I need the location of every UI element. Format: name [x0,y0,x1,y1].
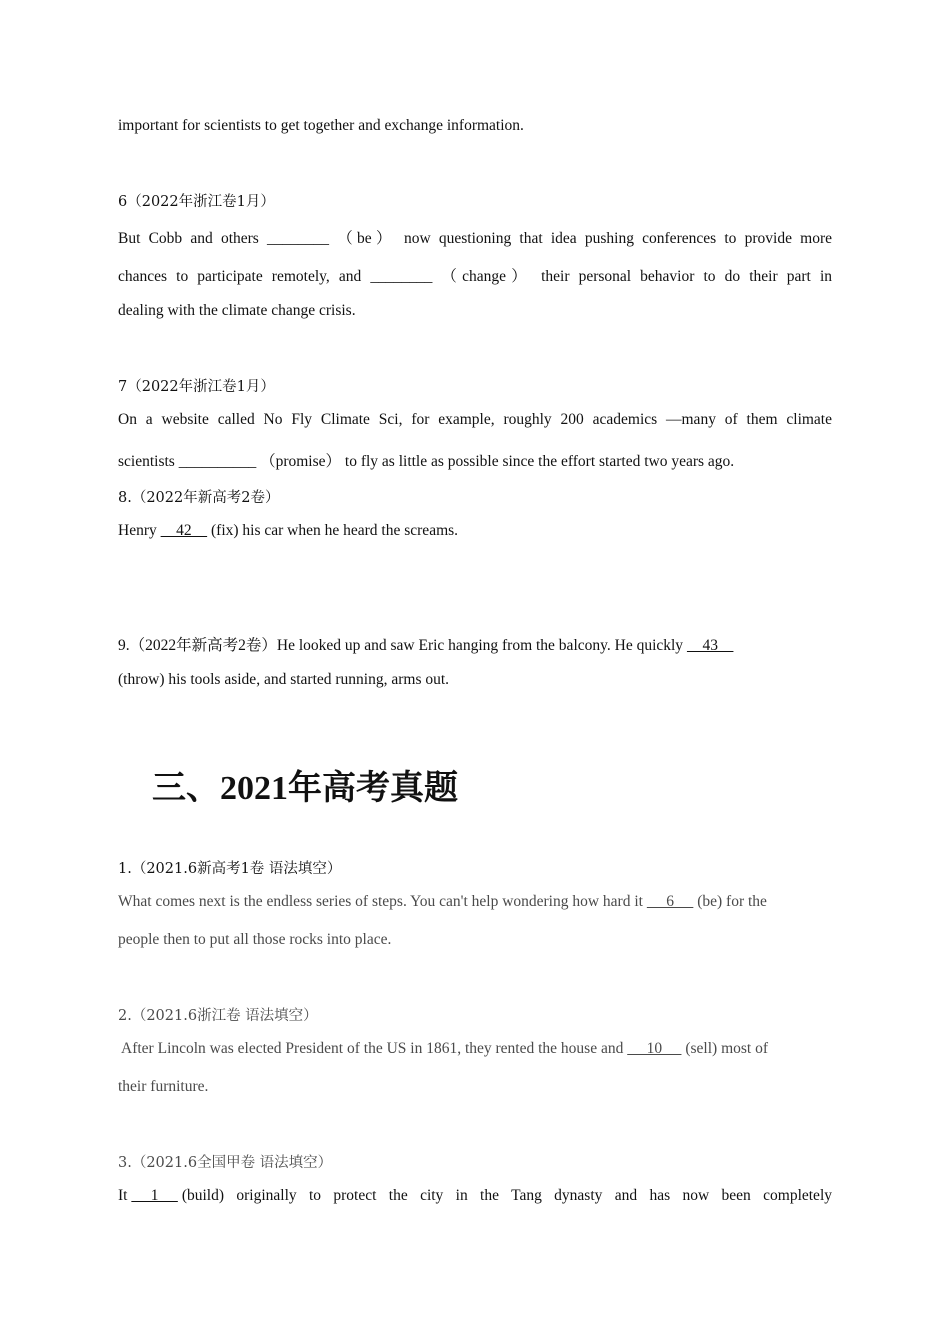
q7-header: 7（2022年浙江卷1月） [118,379,275,395]
q8-line [118,522,832,540]
q2021-1-blank: 6 [646,893,694,910]
q2021-3-blank: 1 [131,1187,178,1204]
q9-line-2: (throw) his tools aside, and started running, arms out. [118,671,450,688]
q7-line-1: On a website called No Fly Climate Sci, for example, roughly 200 academics —many of them climate [118,411,832,428]
q2021-1-header: 1.（2021.6新高考1卷 语法填空） [118,861,342,877]
q7-line-2: scientists __________ （promise） to fly as little as possible since the effort started two years ago. [118,453,735,470]
q2021-3-header: 3.（2021.6全国甲卷 语法填空） [118,1155,333,1171]
q2021-2-pre: After Lincoln was elected President of the US in 1861, they rented the house and [118,1040,628,1057]
q2021-2-line-2: their furniture. [118,1078,209,1095]
q2021-1-line-2: people then to put all those rocks into place. [118,931,392,948]
q2021-2-header: 2.（2021.6浙江卷 语法填空） [118,1008,318,1024]
q9-blank: 43 [686,637,734,654]
q6-header: 6（2022年浙江卷1月） [118,194,275,210]
q8-post: (fix) his car when he heard the screams. [207,522,459,539]
q6-line-1: But Cobb and others ________ （be） now questioning that idea pushing conferences to provide more [118,230,832,247]
q2021-3-pre: It [118,1187,132,1204]
q2021-1-line-1 [118,893,832,911]
q2021-1-post: (be) for the [693,893,767,910]
q8-pre: Henry [118,522,161,539]
q8-blank: 42 [160,522,208,539]
section-heading-2021: 三、2021年高考真题 [152,770,458,807]
q6-line-3: dealing with the climate change crisis. [118,302,356,319]
q6-line-2: chances to participate remotely, and ________ （change） their personal behavior to do their part in [118,268,832,285]
q2021-3-line-1 [118,1187,832,1205]
q9-pre: 9.（2022年新高考2卷）He looked up and saw Eric hanging from the balcony. He quickly [118,637,687,654]
q8-header: 8.（2022年新高考2卷） [118,490,280,506]
intro-tail-text: important for scientists to get together and exchange information. [118,117,524,134]
q2021-3-post: (build) originally to protect the city in the Tang dynasty and has now been completely [181,1187,832,1204]
q2021-2-post: (sell) most of [681,1040,768,1057]
q2021-2-blank: 10 [627,1040,682,1057]
q2021-1-pre: What comes next is the endless series of steps. You can't help wondering how hard it [118,893,647,910]
q2021-2-line-1 [118,1040,832,1058]
q9-line-1 [118,633,832,655]
